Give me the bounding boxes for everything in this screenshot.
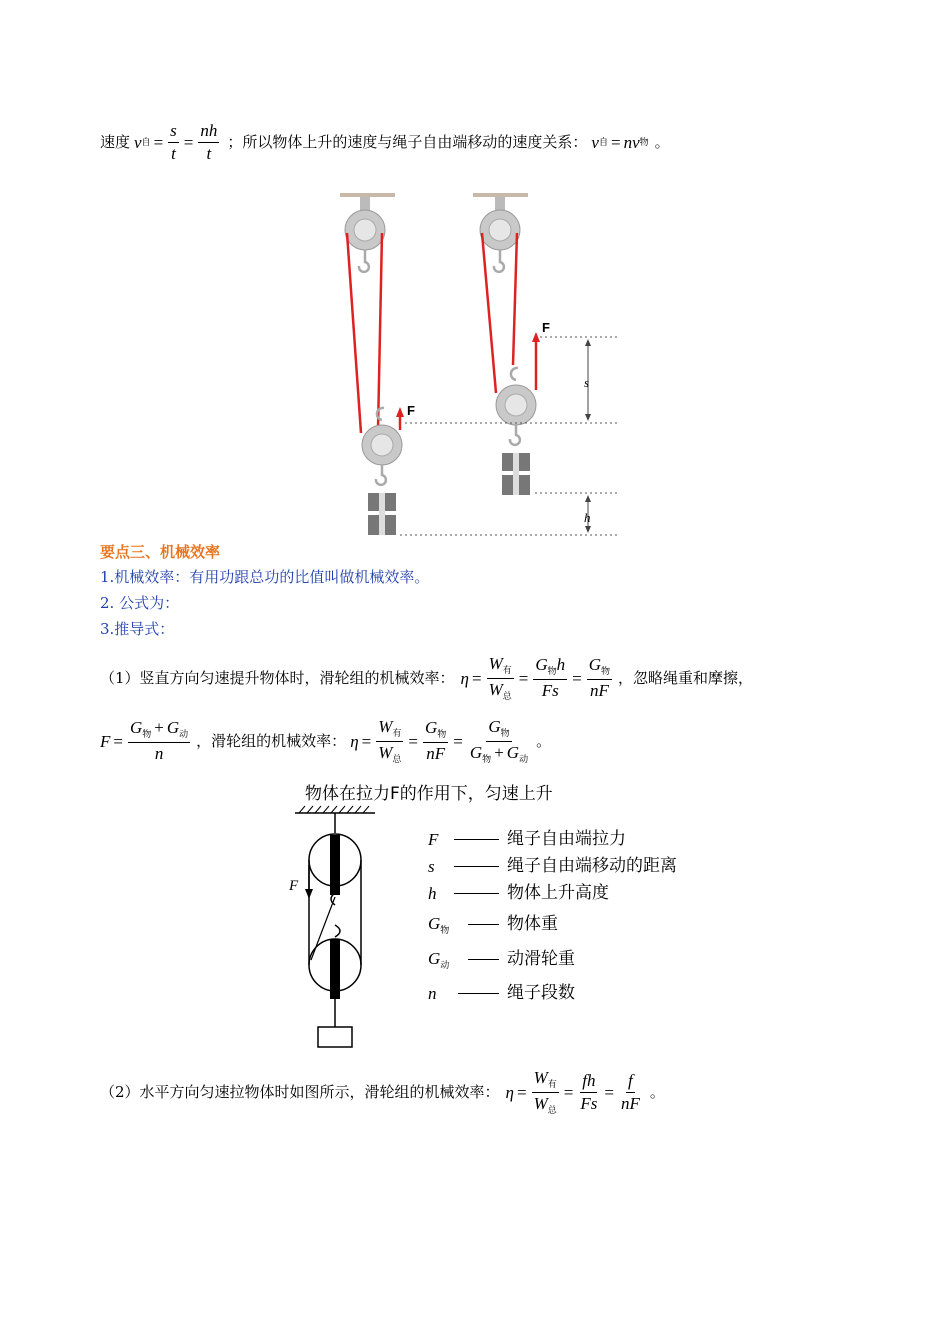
rope-right-1 bbox=[482, 233, 496, 393]
rope-left-2 bbox=[378, 233, 382, 430]
legend-row-G-dong: $G_动$ 动滑轮重 bbox=[428, 948, 575, 970]
derive1b-line: F = $\frac{G_物 + G_动}{n}$ ，滑轮组的机械效率： η = $\frac{W_有}{W_总}$ = $\frac{G_物}{nF}$ = $\frac{G_物}{G_物 + G_动}$ 。 bbox=[100, 717, 552, 764]
weight-left bbox=[368, 493, 396, 535]
derive1-line bbox=[100, 652, 753, 704]
pulley-figure-1 bbox=[330, 185, 625, 540]
section3-item1: 1.机械效率：有用功跟总功的比值叫做机械效率。 bbox=[100, 568, 430, 586]
figure2-title: 物体在拉力F的作用下，匀速上升 bbox=[305, 784, 553, 804]
load-block bbox=[318, 1027, 352, 1047]
efficiency-formula-3: η = $\frac{W_有}{W_总}$ = $\frac{fh}{Fs}$ = $\frac{f}{nF}$ bbox=[505, 1068, 640, 1115]
pulley-figure-2 bbox=[285, 805, 385, 1050]
rope-left-1 bbox=[347, 233, 361, 433]
efficiency-formula-1: η = $\frac{W_有}{W_总}$ = $\frac{G_物h}{Fs}$ = $\frac{G_物}{nF}$ bbox=[460, 654, 611, 701]
section3-item2: 2. 公式为： bbox=[100, 594, 180, 612]
section3-item3: 3.推导式： bbox=[100, 620, 175, 638]
section3-heading: 要点三、机械效率 bbox=[100, 543, 221, 561]
derive1b-mid: ，滑轮组的机械效率： bbox=[196, 731, 347, 750]
label-F-right: F bbox=[542, 320, 550, 335]
legend-row-F: F 绳子自由端拉力 bbox=[428, 829, 626, 849]
legend-row-n: n 绳子段数 bbox=[428, 983, 575, 1003]
speed-prefix: 速度 bbox=[100, 132, 131, 151]
weight-right bbox=[502, 453, 530, 495]
label-F: F bbox=[289, 878, 299, 894]
ceiling-left bbox=[340, 193, 395, 197]
force-formula: F = $\frac{G_物 + G_动}{n}$ bbox=[100, 718, 189, 763]
arrow-F-left bbox=[396, 407, 404, 417]
legend-row-h: h 物体上升高度 bbox=[428, 883, 609, 903]
moving-pulley-right bbox=[496, 368, 536, 445]
label-F-left: F bbox=[407, 403, 415, 418]
moving-pulley-left bbox=[362, 408, 402, 485]
derive1-tail: ，忽略绳重和摩擦， bbox=[618, 668, 754, 687]
legend-row-G-wu: $G_物$ 物体重 bbox=[428, 913, 558, 935]
label-h: h bbox=[584, 510, 591, 525]
speed-relation: v 自 = nv 物 bbox=[591, 132, 649, 152]
ceiling-right bbox=[473, 193, 528, 197]
label-s: s bbox=[584, 375, 590, 390]
arrow-F-right bbox=[532, 332, 540, 342]
speed-formula: v 自 = $\frac{s}{t}$ = $\frac{nh}{t}$ bbox=[134, 120, 218, 163]
fixed-pulley-right bbox=[480, 197, 520, 272]
legend bbox=[428, 826, 677, 1010]
speed-line: 速度 v 自 = $\frac{s}{t}$ = $\frac{nh}{t}$ ；所以物体上升的速度与绳子自由端移动的速度关系： v 自 = nv 物 。 bbox=[100, 120, 670, 163]
speed-middle-text: ；所以物体上升的速度与绳子自由端移动的速度关系： bbox=[227, 132, 588, 151]
derive1-text: （1）竖直方向匀速提升物体时，滑轮组的机械效率： bbox=[100, 668, 455, 687]
derive2-line: （2）水平方向匀速拉物体时如图所示，滑轮组的机械效率： η = $\frac{W_有}{W_总}$ = $\frac{fh}{Fs}$ = $\frac{f}{nF}$ 。 bbox=[100, 1068, 665, 1115]
legend-row-s: s 绳子自由端移动的距离 bbox=[428, 856, 677, 876]
fixed-pulley-left bbox=[345, 197, 385, 272]
derive2-text: （2）水平方向匀速拉物体时如图所示，滑轮组的机械效率： bbox=[100, 1082, 500, 1101]
rope-right-2 bbox=[513, 233, 517, 365]
arrow-F bbox=[305, 889, 313, 899]
efficiency-formula-2: η = $\frac{W_有}{W_总}$ = $\frac{G_物}{nF}$ = $\frac{G_物}{G_物 + G_动}$ bbox=[350, 717, 529, 764]
